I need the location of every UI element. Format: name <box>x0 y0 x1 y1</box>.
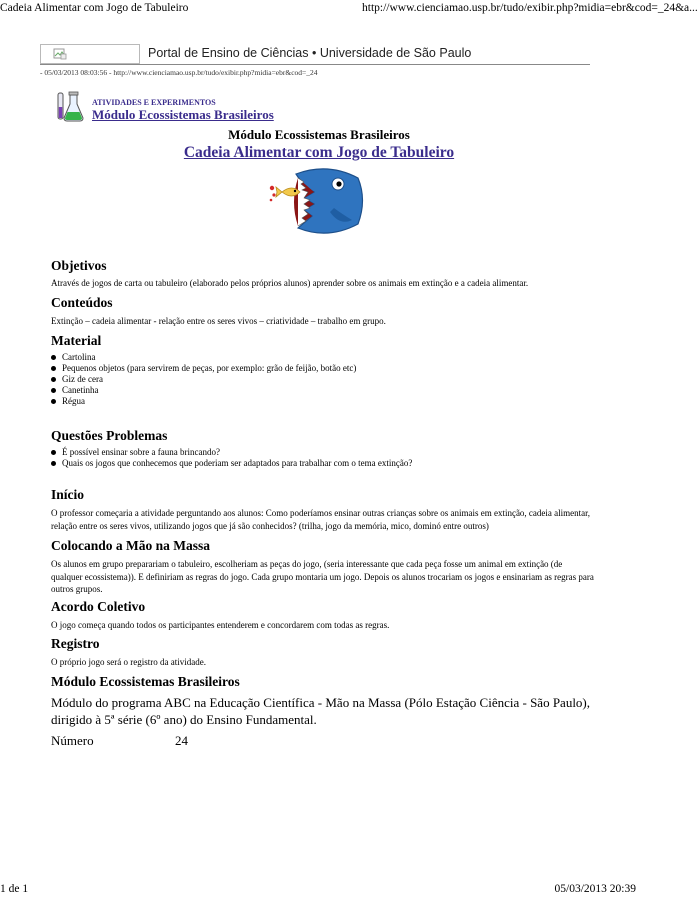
section-text: O professor começaria a atividade perguntando aos alunos: Como poderíamos ensinar outras crianças sobre os animais em extinção, cadeia alimentar, relação entre os seres vivos, utilizando jogos que já são conhecidos? (trilha, jogo da memória, mico, dominó entre outros) <box>51 508 591 531</box>
list-item: Régua <box>51 396 596 407</box>
breadcrumb-category-link[interactable]: ATIVIDADES E EXPERIMENTOS <box>92 98 216 107</box>
section-heading: Registro <box>51 636 100 651</box>
page-title[interactable]: Cadeia Alimentar com Jogo de Tabuleiro <box>183 144 455 161</box>
material-list <box>51 352 596 407</box>
section-mao-na-massa <box>51 537 596 596</box>
numero-value: 24 <box>175 733 188 748</box>
section-text: Módulo do programa ABC na Educação Científica - Mão na Massa (Pólo Estação Ciência - São Paulo), dirigido à 5ª série (6º ano) do Ensino Fundamental. <box>51 695 591 727</box>
broken-image-icon <box>53 48 67 60</box>
section-text: Extinção – cadeia alimentar - relação entre os seres vivos – criatividade – trabalho em grupo. <box>51 316 386 326</box>
list-item: Giz de cera <box>51 374 596 385</box>
breadcrumb-module-link[interactable]: Módulo Ecossistemas Brasileiros <box>92 107 274 122</box>
fish-food-chain-illustration <box>268 164 368 245</box>
portal-banner-title[interactable]: Portal de Ensino de Ciências • Universidade de São Paulo <box>148 46 472 60</box>
section-questoes <box>51 427 596 469</box>
section-objetivos <box>51 257 596 290</box>
list-item: Quais os jogos que conhecemos que poderiam ser adaptados para trabalhar com o tema extinção? <box>51 458 596 469</box>
section-heading: Conteúdos <box>51 295 113 310</box>
numero-label: Número <box>51 733 94 748</box>
lab-flasks-icon <box>56 89 86 128</box>
module-title: Módulo Ecossistemas Brasileiros <box>228 127 410 142</box>
list-item: É possível ensinar sobre a fauna brincando? <box>51 447 596 458</box>
section-heading: Objetivos <box>51 258 107 273</box>
section-conteudos <box>51 294 596 328</box>
banner-divider <box>40 64 590 65</box>
section-text: Os alunos em grupo preparariam o tabuleiro, escolheriam as peças do jogo, (seria interessante que cada peça fosse um animal em extinção (de qualquer ecossistema)). E definiriam as regras do jogo. Cada grupo montaria um jogo. Depois os alunos trocariam os jogos e ensinariam as regras para outros grupos. <box>51 559 594 594</box>
print-timestamp: 05/03/2013 20:39 <box>554 883 636 895</box>
section-inicio <box>51 486 596 532</box>
list-item: Canetinha <box>51 385 596 396</box>
banner-image <box>40 44 140 64</box>
questions-list <box>51 447 596 469</box>
section-modulo <box>51 673 596 728</box>
section-heading: Início <box>51 487 85 502</box>
section-acordo <box>51 598 596 632</box>
print-page-count: 1 de 1 <box>0 883 29 895</box>
section-material <box>51 332 596 407</box>
list-item: Pequenos objetos (para servirem de peças, por exemplo: grão de feijão, botão etc) <box>51 363 596 374</box>
section-heading: Questões Problemas <box>51 428 168 443</box>
print-url: http://www.cienciamao.usp.br/tudo/exibir.php?midia=ebr&cod=_24&a... <box>362 2 698 14</box>
section-text: Através de jogos de carta ou tabuleiro (elaborado pelos próprios alunos) aprender sobre os animais em extinção e a cadeia alimentar. <box>51 278 529 288</box>
list-item: Cartolina <box>51 352 596 363</box>
section-heading: Material <box>51 333 102 348</box>
section-text: O jogo começa quando todos os participantes entenderem e concordarem com todas as regras. <box>51 620 390 630</box>
section-registro <box>51 635 596 669</box>
section-heading: Colocando a Mão na Massa <box>51 538 211 553</box>
section-heading: Módulo Ecossistemas Brasileiros <box>51 674 240 689</box>
print-page-title: Cadeia Alimentar com Jogo de Tabuleiro <box>0 2 189 14</box>
section-text: O próprio jogo será o registro da atividade. <box>51 657 206 667</box>
section-heading: Acordo Coletivo <box>51 599 146 614</box>
access-timestamp: - 05/03/2013 08:03:56 - http://www.cienciamao.usp.br/tudo/exibir.php?midia=ebr&cod=_24 <box>40 68 318 77</box>
